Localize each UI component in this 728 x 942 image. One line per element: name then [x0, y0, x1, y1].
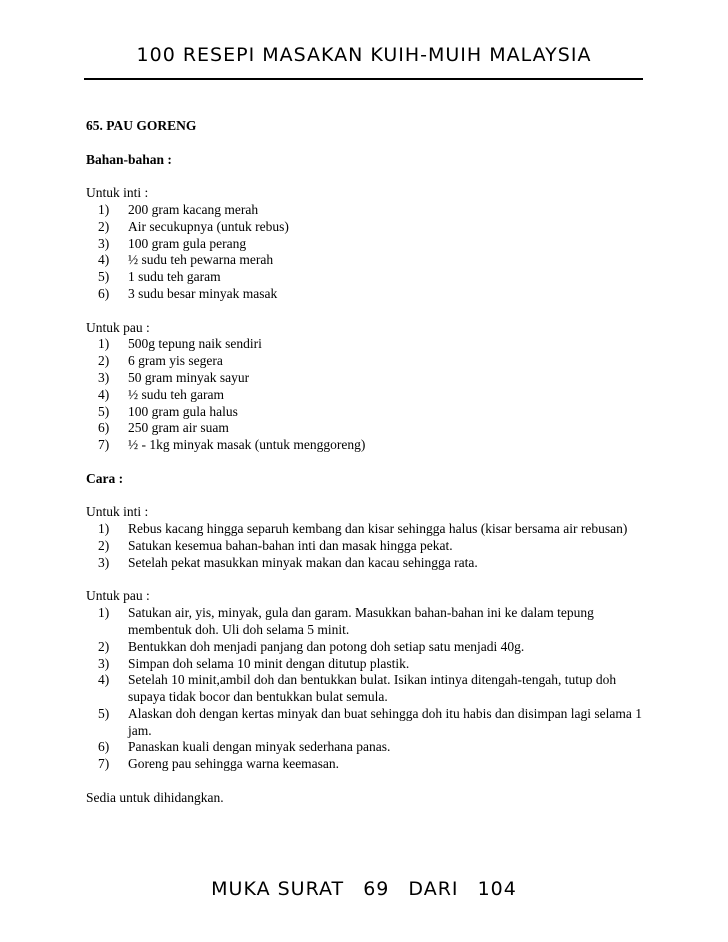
list-item-text: 100 gram gula halus: [128, 403, 238, 419]
list-item-number: 3): [98, 655, 110, 671]
footer-page-number: 69: [363, 878, 390, 900]
list-item: [86, 672, 646, 706]
list-item-text: 500g tepung naik sendiri: [128, 336, 262, 352]
list-item-text: 6 gram yis segera: [128, 353, 223, 369]
list-item-number: 5): [98, 705, 110, 721]
list-item-number: 6): [98, 739, 110, 755]
list-item-number: 1): [98, 201, 110, 217]
list-item: [86, 521, 646, 538]
list-item-text: Satukan kesemua bahan-bahan inti dan masak hingga pekat.: [128, 537, 453, 553]
list-item: [86, 336, 646, 353]
list-item: [86, 404, 646, 421]
list-item-number: 7): [98, 756, 110, 772]
list-item: [86, 353, 646, 370]
list-item-number: 6): [98, 285, 110, 301]
list-item-text: Goreng pau sehingga warna keemasan.: [128, 756, 340, 772]
method-heading: Cara :: [86, 470, 124, 486]
list-item-text: 200 gram kacang merah: [128, 201, 259, 217]
page-footer: [0, 878, 728, 900]
method-pau-label: Untuk pau :: [86, 588, 150, 604]
recipe-title: 65. PAU GORENG: [86, 118, 197, 133]
footer-total-pages: 104: [477, 878, 517, 900]
list-item-text: Setelah 10 minit,ambil doh dan bentukkan bulat. Isikan intinya ditengah-tengah, tutup doh supaya tidak bocor dan bentukkan bulat semula.: [128, 672, 617, 705]
ingredients-pau-label: Untuk pau :: [86, 319, 150, 335]
list-item: [86, 420, 646, 437]
list-item-text: ½ - 1kg minyak masak (untuk menggoreng): [128, 437, 366, 453]
list-item-text: Satukan air, yis, minyak, gula dan garam. Masukkan bahan-bahan ini ke dalam tepung membentuk doh. Uli doh selama 5 minit.: [128, 605, 594, 637]
footer-label: MUKA SURAT: [211, 878, 345, 900]
list-item-text: 50 gram minyak sayur: [128, 369, 250, 385]
header-divider: [84, 78, 643, 80]
list-item-text: 1 sudu teh garam: [128, 269, 221, 285]
ingredients-pau-list: [86, 336, 646, 454]
list-item-number: 3): [98, 369, 110, 385]
closing-text: Sedia untuk dihidangkan.: [86, 789, 224, 805]
list-item-number: 4): [98, 386, 110, 402]
method-pau-list: [86, 605, 646, 773]
list-item-text: Rebus kacang hingga separuh kembang dan kisar sehingga halus (kisar bersama air rebusan): [128, 521, 628, 537]
list-item-number: 5): [98, 403, 110, 419]
list-item: [86, 656, 646, 673]
ingredients-inti-list: [86, 202, 646, 303]
method-inti-label: Untuk inti :: [86, 504, 149, 520]
list-item-text: Alaskan doh dengan kertas minyak dan buat sehingga doh itu habis dan disimpan lagi selama 1 jam.: [128, 705, 643, 738]
list-item: [86, 286, 646, 303]
list-item: [86, 236, 646, 253]
ingredients-inti-label: Untuk inti :: [86, 185, 149, 201]
list-item-number: 7): [98, 437, 110, 453]
list-item-number: 3): [98, 554, 110, 570]
page-header-title: 100 RESEPI MASAKAN KUIH-MUIH MALAYSIA: [136, 44, 592, 66]
list-item-number: 1): [98, 605, 110, 621]
list-item-number: 2): [98, 353, 110, 369]
list-item: [86, 706, 646, 740]
list-item-text: Simpan doh selama 10 minit dengan ditutup plastik.: [128, 655, 410, 671]
list-item-number: 4): [98, 672, 110, 688]
list-item: [86, 756, 646, 773]
list-item: [86, 437, 646, 454]
list-item-number: 5): [98, 269, 110, 285]
list-item: [86, 555, 646, 572]
list-item: [86, 739, 646, 756]
list-item-text: Setelah pekat masukkan minyak makan dan kacau sehingga rata.: [128, 554, 478, 570]
list-item: [86, 538, 646, 555]
method-inti-list: [86, 521, 646, 571]
list-item-text: 100 gram gula perang: [128, 235, 247, 251]
list-item-text: Panaskan kuali dengan minyak sederhana panas.: [128, 739, 391, 755]
list-item: [86, 370, 646, 387]
list-item-number: 3): [98, 235, 110, 251]
list-item: [86, 219, 646, 236]
list-item-number: 2): [98, 218, 110, 234]
list-item-number: 1): [98, 336, 110, 352]
list-item-number: 6): [98, 420, 110, 436]
list-item: [86, 639, 646, 656]
list-item: [86, 202, 646, 219]
ingredients-heading: Bahan-bahan :: [86, 151, 172, 167]
list-item-number: 2): [98, 537, 110, 553]
list-item-text: Air secukupnya (untuk rebus): [128, 218, 289, 234]
list-item: [86, 387, 646, 404]
list-item-number: 1): [98, 521, 110, 537]
list-item-text: 3 sudu besar minyak masak: [128, 285, 278, 301]
list-item-number: 2): [98, 638, 110, 654]
list-item-number: 4): [98, 252, 110, 268]
list-item: [86, 252, 646, 269]
list-item: [86, 605, 646, 639]
list-item-text: Bentukkan doh menjadi panjang dan potong doh setiap satu menjadi 40g.: [128, 638, 525, 654]
recipe-content: [86, 118, 646, 807]
list-item: [86, 269, 646, 286]
list-item-text: ½ sudu teh pewarna merah: [128, 252, 274, 268]
list-item-text: ½ sudu teh garam: [128, 386, 224, 402]
list-item-text: 250 gram air suam: [128, 420, 229, 436]
footer-of: DARI: [408, 878, 459, 900]
